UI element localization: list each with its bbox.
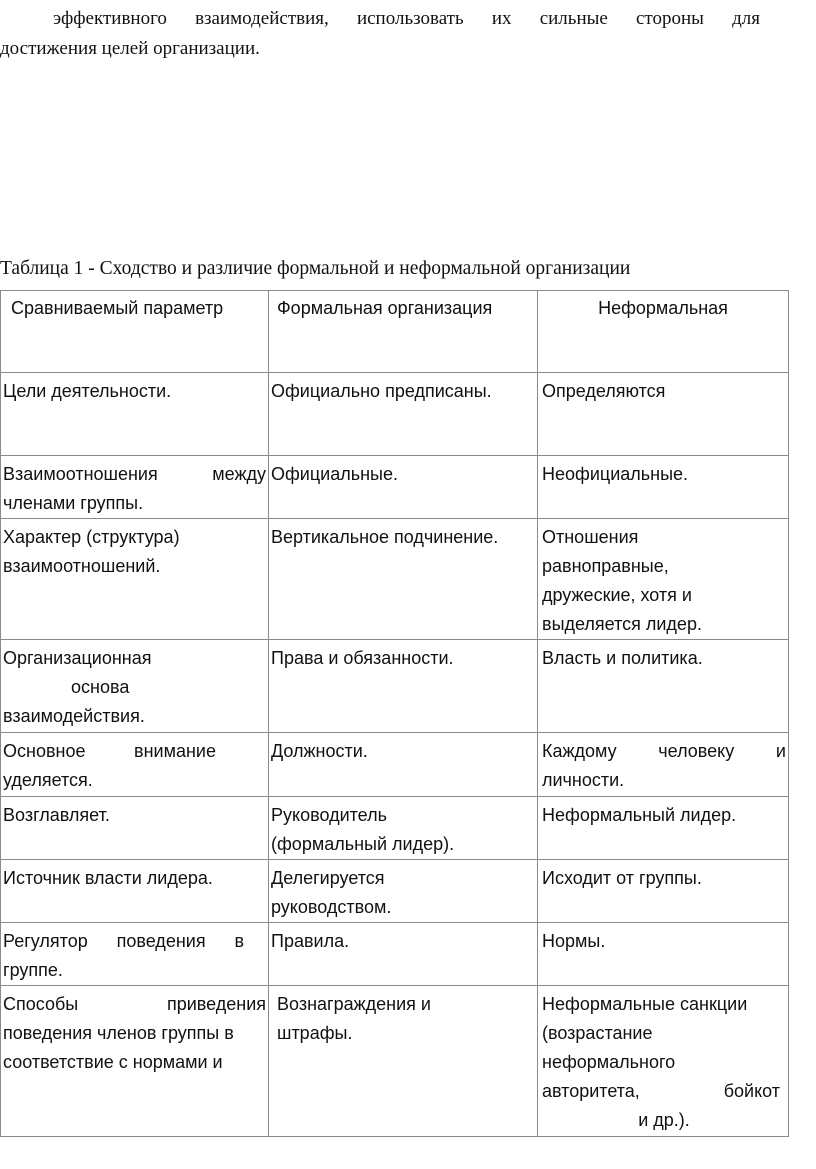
cell-text: выделяется лидер. (542, 614, 702, 634)
cell-text: Основное (3, 741, 86, 761)
intro-paragraph (0, 4, 760, 64)
cell-text: руководством. (271, 897, 392, 917)
cell-parameter (1, 733, 269, 797)
cell-text: внимание (134, 741, 216, 761)
header-formal: Формальная организация (269, 291, 538, 373)
cell-text: взаимодействия. (3, 706, 145, 726)
cell-informal (538, 640, 789, 733)
cell-parameter (1, 923, 269, 986)
cell-parameter (1, 860, 269, 923)
cell-formal (269, 923, 538, 986)
table-row (1, 640, 789, 733)
cell-informal (538, 860, 789, 923)
cell-text: Нормы. (542, 931, 606, 951)
cell-informal (538, 923, 789, 986)
cell-text: Взаимоотношения (3, 464, 158, 484)
cell-informal (538, 373, 789, 456)
cell-text: Возглавляет. (3, 805, 110, 825)
cell-text: Вертикальное подчинение. (271, 527, 499, 547)
cell-formal (269, 733, 538, 797)
cell-text: Регулятор (3, 931, 88, 951)
cell-informal (538, 519, 789, 640)
cell-text: Каждому (542, 741, 617, 761)
cell-parameter (1, 640, 269, 733)
cell-text: основа (71, 677, 130, 697)
cell-text: авторитета, (542, 1081, 640, 1101)
cell-informal (538, 797, 789, 860)
cell-formal (269, 986, 538, 1137)
cell-text: дружеские, хотя и (542, 585, 692, 605)
cell-text: Официально предписаны. (271, 381, 492, 401)
table-row (1, 986, 789, 1137)
cell-formal (269, 860, 538, 923)
cell-text: Неформальный лидер. (542, 805, 737, 825)
intro-line-1: эффективного взаимодействия, использовать их сильные стороны для (53, 8, 760, 29)
table-row (1, 456, 789, 519)
cell-text: (возрастание (542, 1023, 653, 1043)
cell-text: Правила. (271, 931, 350, 951)
cell-text: Неофициальные. (542, 464, 689, 484)
cell-text: Источник власти лидера. (3, 868, 213, 888)
cell-text: членами группы. (3, 493, 144, 513)
header-parameter: Сравниваемый параметр (1, 291, 269, 373)
cell-informal (538, 456, 789, 519)
cell-text: Неформальные санкции (542, 994, 748, 1014)
cell-text: Характер (структура) (3, 527, 180, 547)
cell-text: и др.). (638, 1110, 690, 1130)
cell-text: человеку (658, 741, 735, 761)
cell-formal (269, 797, 538, 860)
cell-informal (538, 733, 789, 797)
cell-parameter (1, 797, 269, 860)
cell-formal (269, 373, 538, 456)
cell-parameter (1, 519, 269, 640)
table-row (1, 923, 789, 986)
cell-text: и (775, 741, 786, 761)
cell-formal (269, 519, 538, 640)
cell-text: уделяется. (3, 770, 93, 790)
table-row (1, 797, 789, 860)
cell-text: Способы (3, 994, 79, 1014)
cell-text: соответствие с нормами и (3, 1052, 223, 1072)
cell-text: поведения членов группы в (3, 1023, 234, 1043)
cell-text: Руководитель (271, 805, 387, 825)
table-row (1, 733, 789, 797)
table-row (1, 519, 789, 640)
cell-text: между (212, 464, 266, 484)
cell-text: Официальные. (271, 464, 399, 484)
table-caption: Таблица 1 - Сходство и различие формальной и неформальной организации (0, 258, 631, 279)
table-header-row (1, 291, 789, 373)
cell-text: личности. (542, 770, 625, 790)
cell-text: Определяются (542, 381, 666, 401)
header-informal: Неформальная (538, 291, 789, 373)
table-row (1, 373, 789, 456)
cell-formal (269, 456, 538, 519)
cell-parameter (1, 456, 269, 519)
intro-line-2: достижения целей организации. (0, 38, 260, 59)
cell-text: в (234, 931, 244, 951)
cell-text: Делегируется (271, 868, 385, 888)
cell-text: Исходит от группы. (542, 868, 702, 888)
cell-parameter (1, 373, 269, 456)
comparison-table (0, 290, 789, 1137)
cell-text: Права и обязанности. (271, 648, 454, 668)
cell-text: Власть и политика. (542, 648, 703, 668)
cell-text: поведения (116, 931, 206, 951)
cell-text: приведения (166, 994, 266, 1014)
cell-text: Организационная (3, 648, 152, 668)
cell-text: равноправные, (542, 556, 669, 576)
cell-text: Цели деятельности. (3, 381, 172, 401)
cell-text: Вознаграждения и (277, 994, 431, 1014)
cell-text: взаимоотношений. (3, 556, 161, 576)
cell-formal (269, 640, 538, 733)
cell-text: группе. (3, 960, 63, 980)
cell-parameter (1, 986, 269, 1137)
cell-text: (формальный лидер). (271, 834, 455, 854)
table-row (1, 860, 789, 923)
cell-informal (538, 986, 789, 1137)
cell-text: штрафы. (277, 1023, 353, 1043)
cell-text: неформального (542, 1052, 676, 1072)
cell-text: Отношения (542, 527, 639, 547)
cell-text: Должности. (271, 741, 368, 761)
cell-text: бойкот (723, 1081, 780, 1101)
